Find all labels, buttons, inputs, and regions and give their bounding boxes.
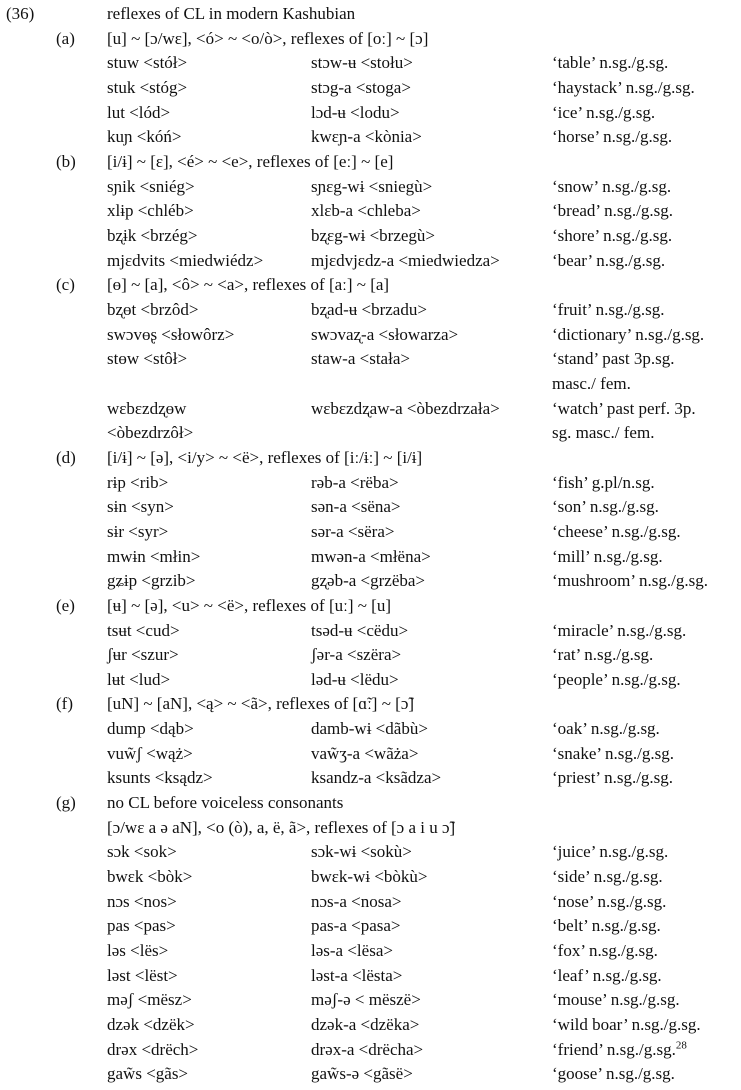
gloss: ‘bear’ n.sg./g.sg. xyxy=(552,250,666,270)
section-heading-2: [ɔ/wɛ a ə aN], <o (ò), a, ë, ã>, reflexes of [ɔ a i u ɔ̃] xyxy=(107,817,456,837)
form-row xyxy=(0,198,741,223)
nominative-form: dzək <dzëk> xyxy=(107,1015,195,1035)
form-row xyxy=(0,913,741,938)
nominative-form: stuw <stół> xyxy=(107,53,188,73)
nominative-form: tsʉt <cud> xyxy=(107,620,180,640)
gloss: ‘leaf’ n.sg./g.sg. xyxy=(552,965,662,985)
genitive-form: bʐad-ʉ <brzadu> xyxy=(311,299,427,319)
section-heading-line xyxy=(0,815,741,840)
section-label: (e) xyxy=(56,595,75,615)
section-label: (c) xyxy=(56,275,75,295)
form-row xyxy=(0,889,741,914)
form-row xyxy=(0,174,741,199)
genitive-form: ʃər-a <szëra> xyxy=(311,645,402,665)
section-label: (b) xyxy=(56,151,76,171)
gloss: ‘nose’ n.sg./g.sg. xyxy=(552,891,667,911)
genitive-form: bʐɛg-wɨ <brzegù> xyxy=(311,225,436,245)
nominative-form: kuɲ <kóń> xyxy=(107,127,182,147)
gloss: ‘fox’ n.sg./g.sg. xyxy=(552,941,658,961)
section-heading: [uN] ~ [aN], <ą> ~ <ã>, reflexes of [ɑ̃ː] ~ [ɔ̃] xyxy=(107,694,415,714)
gloss: ‘horse’ n.sg./g.sg. xyxy=(552,127,673,147)
nominative-form: stuk <stóg> xyxy=(107,77,188,97)
genitive-form: sər-a <sëra> xyxy=(311,521,395,541)
genitive-form: damb-wɨ <dãbù> xyxy=(311,719,428,739)
nominative-form: lʉt <lud> xyxy=(107,669,171,689)
gloss: ‘table’ n.sg./g.sg. xyxy=(552,53,669,73)
genitive-form: stɔw-ʉ <stołu> xyxy=(311,53,413,73)
nominative-form: <òbezdrzôł> xyxy=(107,423,194,443)
nominative-form: ksunts <ksądz> xyxy=(107,768,213,788)
gloss: ‘goose’ n.sg./g.sg. xyxy=(552,1064,675,1084)
form-row xyxy=(0,297,741,322)
form-row xyxy=(0,420,741,445)
section-label: (d) xyxy=(56,447,76,467)
genitive-form: ləst-a <lësta> xyxy=(311,965,403,985)
form-row xyxy=(0,765,741,790)
genitive-form: drəx-a <drëcha> xyxy=(311,1039,424,1059)
form-row xyxy=(0,544,741,569)
form-row xyxy=(0,248,741,273)
example-header xyxy=(0,1,741,26)
nominative-form: bwɛk <bòk> xyxy=(107,867,193,887)
form-row xyxy=(0,75,741,100)
genitive-form: pas-a <pasa> xyxy=(311,916,401,936)
form-row xyxy=(0,1012,741,1037)
gloss: ‘ice’ n.sg./g.sg. xyxy=(552,102,656,122)
form-row xyxy=(0,494,741,519)
gloss: ‘juice’ n.sg./g.sg. xyxy=(552,842,669,862)
nominative-form: rɨp <rib> xyxy=(107,472,169,492)
form-row xyxy=(0,470,741,495)
example-number: (36) xyxy=(6,4,35,23)
gloss: ‘wild boar’ n.sg./g.sg. xyxy=(552,1015,701,1035)
section-heading-line xyxy=(0,272,741,297)
form-row xyxy=(0,322,741,347)
nominative-form: ʃʉr <szur> xyxy=(107,645,179,665)
form-row xyxy=(0,568,741,593)
gloss-with-footnote xyxy=(552,1037,687,1062)
section-heading-line xyxy=(0,149,741,174)
form-row xyxy=(0,371,741,396)
form-row xyxy=(0,519,741,544)
form-row xyxy=(0,50,741,75)
nominative-form: sɲik <sniég> xyxy=(107,176,195,196)
nominative-form: drəx <drëch> xyxy=(107,1039,199,1059)
nominative-form: nɔs <nos> xyxy=(107,891,177,911)
genitive-form: tsəd-ʉ <cëdu> xyxy=(311,620,409,640)
section-heading: [ɵ] ~ [a], <ô> ~ <a>, reflexes of [aː] ~ [a] xyxy=(107,275,390,295)
nominative-form: ləs <lës> xyxy=(107,941,169,961)
genitive-form: stɔg-a <stoga> xyxy=(311,77,411,97)
gloss: ‘belt’ n.sg./g.sg. xyxy=(552,916,661,936)
section-heading-line xyxy=(0,26,741,51)
genitive-form: kwɛɲ-a <kònia> xyxy=(311,127,422,147)
gloss: ‘snake’ n.sg./g.sg. xyxy=(552,743,674,763)
form-row xyxy=(0,716,741,741)
nominative-form: xlɨp <chléb> xyxy=(107,201,194,221)
form-row xyxy=(0,618,741,643)
section-heading: [i/ɨ] ~ [ə], <i/y> ~ <ë>, reflexes of [iː/ɨː] ~ [i/ɨ] xyxy=(107,447,423,467)
gloss: ‘mill’ n.sg./g.sg. xyxy=(552,546,663,566)
genitive-form: bwɛk-wɨ <bòkù> xyxy=(311,867,428,887)
genitive-form: wɛbɛzdʐaw-a <òbezdrzała> xyxy=(311,398,500,418)
section-label: (a) xyxy=(56,28,75,48)
section-heading-line xyxy=(0,445,741,470)
form-row xyxy=(0,1037,741,1062)
gloss: ‘people’ n.sg./g.sg. xyxy=(552,669,681,689)
genitive-form: sən-a <sëna> xyxy=(311,497,401,517)
section-heading-line xyxy=(0,691,741,716)
gloss: ‘stand’ past 3p.sg. xyxy=(552,349,675,369)
genitive-form: mwən-a <młëna> xyxy=(311,546,431,566)
genitive-form: xlɛb-a <chleba> xyxy=(311,201,421,221)
footnote-marker: 28 xyxy=(675,1039,687,1052)
form-row xyxy=(0,741,741,766)
genitive-form: sɲɛg-wɨ <sniegù> xyxy=(311,176,433,196)
genitive-form: nɔs-a <nosa> xyxy=(311,891,402,911)
genitive-form: ksandz-a <ksãdza> xyxy=(311,768,442,788)
genitive-form: dzək-a <dzëka> xyxy=(311,1015,420,1035)
form-row xyxy=(0,864,741,889)
gloss: ‘dictionary’ n.sg./g.sg. xyxy=(552,324,705,344)
form-row xyxy=(0,396,741,421)
form-row xyxy=(0,346,741,371)
genitive-form: məʃ-ə < mëszë> xyxy=(311,990,421,1010)
nominative-form: gʑɨp <grzib> xyxy=(107,571,196,591)
gloss: ‘son’ n.sg./g.sg. xyxy=(552,497,659,517)
nominative-form: mjɛdvits <miedwiédz> xyxy=(107,250,264,270)
genitive-form: ləs-a <lësa> xyxy=(311,941,393,961)
example-title: reflexes of CL in modern Kashubian xyxy=(107,4,356,23)
genitive-form: gʐəb-a <grzëba> xyxy=(311,571,426,591)
nominative-form: ləst <lëst> xyxy=(107,965,178,985)
form-row xyxy=(0,667,741,692)
gloss: ‘snow’ n.sg./g.sg. xyxy=(552,176,672,196)
genitive-form: lɔd-ʉ <lodu> xyxy=(311,102,400,122)
gloss: ‘friend’ n.sg./g.sg. xyxy=(552,1039,676,1059)
gloss: ‘fruit’ n.sg./g.sg. xyxy=(552,299,665,319)
gloss: ‘watch’ past perf. 3p. xyxy=(552,398,696,418)
gloss: ‘fish’ g.pl/n.sg. xyxy=(552,472,655,492)
nominative-form: wɛbɛzdʐɵw xyxy=(107,398,187,418)
gloss: ‘haystack’ n.sg./g.sg. xyxy=(552,77,695,97)
nominative-form: sɨn <syn> xyxy=(107,497,174,517)
genitive-form: staw-a <stała> xyxy=(311,349,410,369)
nominative-form: məʃ <mësz> xyxy=(107,990,192,1010)
gloss: ‘oak’ n.sg./g.sg. xyxy=(552,719,660,739)
section-heading: [u] ~ [ɔ/wɛ], <ó> ~ <o/ò>, reflexes of [oː] ~ [ɔ] xyxy=(107,28,429,48)
section-heading: [ʉ] ~ [ə], <u> ~ <ë>, reflexes of [uː] ~ [u] xyxy=(107,595,392,615)
nominative-form: dump <dąb> xyxy=(107,719,194,739)
gloss: ‘miracle’ n.sg./g.sg. xyxy=(552,620,687,640)
gloss: ‘side’ n.sg./g.sg. xyxy=(552,867,663,887)
section-heading: [i/ɨ] ~ [ɛ], <é> ~ <e>, reflexes of [eː] ~ [e] xyxy=(107,151,394,171)
form-row xyxy=(0,223,741,248)
genitive-form: gaw̃s-ə <gãsë> xyxy=(311,1064,413,1084)
gloss: ‘shore’ n.sg./g.sg. xyxy=(552,225,673,245)
nominative-form: pas <pas> xyxy=(107,916,176,936)
form-row xyxy=(0,839,741,864)
nominative-form: stɵw <stôł> xyxy=(107,349,188,369)
gloss: ‘mushroom’ n.sg./g.sg. xyxy=(552,571,708,591)
gloss: ‘priest’ n.sg./g.sg. xyxy=(552,768,674,788)
nominative-form: bʐɵt <brzôd> xyxy=(107,299,199,319)
form-row xyxy=(0,642,741,667)
form-row xyxy=(0,124,741,149)
nominative-form: swɔvɵʂ <słowôrz> xyxy=(107,324,235,344)
genitive-form: vaw̃ʒ-a <wãża> xyxy=(311,743,419,763)
gloss: ‘cheese’ n.sg./g.sg. xyxy=(552,521,681,541)
nominative-form: sɨr <syr> xyxy=(107,521,169,541)
genitive-form: sɔk-wɨ <sokù> xyxy=(311,842,412,862)
nominative-form: vuw̃ʃ <wąż> xyxy=(107,743,193,763)
section-heading-line xyxy=(0,790,741,815)
nominative-form: sɔk <sok> xyxy=(107,842,177,862)
form-row xyxy=(0,987,741,1012)
genitive-form: swɔvaʐ-a <słowarza> xyxy=(311,324,459,344)
gloss: masc./ fem. xyxy=(552,373,631,393)
genitive-form: mjɛdvjɛdz-a <miedwiedza> xyxy=(311,250,500,270)
gloss: ‘bread’ n.sg./g.sg. xyxy=(552,201,674,221)
nominative-form: bʐɨk <brzég> xyxy=(107,225,198,245)
form-row xyxy=(0,1061,741,1086)
genitive-form: ləd-ʉ <lëdu> xyxy=(311,669,399,689)
gloss: ‘rat’ n.sg./g.sg. xyxy=(552,645,654,665)
nominative-form: mwɨn <młin> xyxy=(107,546,201,566)
section-heading: no CL before voiceless consonants xyxy=(107,793,344,813)
gloss: sg. masc./ fem. xyxy=(552,423,655,443)
nominative-form: lut <lód> xyxy=(107,102,171,122)
form-row xyxy=(0,938,741,963)
gloss: ‘mouse’ n.sg./g.sg. xyxy=(552,990,680,1010)
section-label: (f) xyxy=(56,694,73,714)
genitive-form: rəb-a <rëba> xyxy=(311,472,399,492)
form-row xyxy=(0,963,741,988)
form-row xyxy=(0,100,741,125)
section-heading-line xyxy=(0,593,741,618)
section-label: (g) xyxy=(56,793,76,813)
nominative-form: gaw̃s <gãs> xyxy=(107,1064,189,1084)
